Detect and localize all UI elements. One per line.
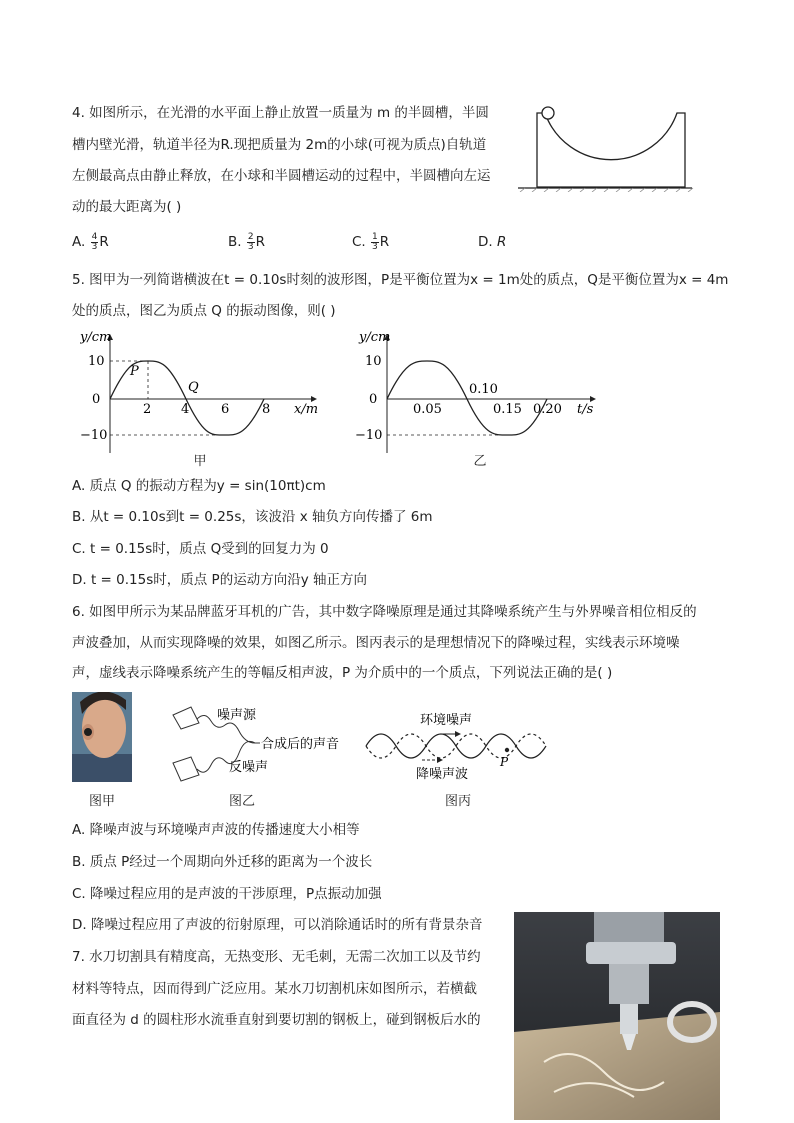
svg-text:4: 4 — [181, 402, 190, 417]
q6-line-3: 声，虚线表示降噪系统产生的等幅反相声波，P 为介质中的一个质点，下列说法正确的是( ) — [72, 665, 613, 681]
q5-option-a: A. 质点 Q 的振动方程为y = sin(10πt)cm — [72, 478, 326, 494]
q5-option-c: C. t = 0.15s时，质点 Q受到的回复力为 0 — [72, 541, 329, 557]
svg-text:0.20: 0.20 — [533, 402, 562, 417]
q4-option-a: A. $\frac{4}{3}$ R — [72, 231, 109, 252]
svg-text:10: 10 — [88, 354, 105, 369]
svg-text:合成后的声音: 合成后的声音 — [261, 737, 340, 752]
svg-text:反噪声: 反噪声 — [229, 760, 269, 775]
q4-line-2: 槽内壁光滑，轨道半径为R.现把质量为 2m的小球(可视为质点)自轨道 — [72, 137, 487, 153]
svg-text:t/s: t/s — [577, 402, 594, 417]
svg-text:−10: −10 — [80, 428, 108, 443]
svg-text:0.10: 0.10 — [469, 382, 498, 397]
q7-line-1: 7. 水刀切割具有精度高，无热变形、无毛刺，无需二次加工以及节约 — [72, 949, 481, 965]
q5-line-1: 5. 图甲为一列简谐横波在t = 0.10s时刻的波形图，P是平衡位置为x = 1m处的质点，Q是平衡位置为x = 4m — [72, 272, 729, 288]
q4-line-3: 左侧最高点由静止释放，在小球和半圆槽运动的过程中，半圆槽向左运 — [72, 168, 491, 184]
svg-text:2: 2 — [143, 402, 152, 417]
q4-option-c: C. $\frac{1}{3}$ R — [352, 231, 390, 252]
q5-option-b: B. 从t = 0.10s到t = 0.25s，该波沿 x 轴负方向传播了 6m — [72, 509, 433, 525]
earphone-photo — [72, 692, 132, 782]
svg-text:8: 8 — [262, 402, 271, 417]
diagram-caption-bing: 图丙 — [444, 794, 471, 809]
noise-cancel-diagram-yi — [165, 705, 365, 785]
photo-caption-jia: 图甲 — [88, 794, 115, 809]
waterjet-cutter-photo — [514, 912, 720, 1120]
svg-text:y/cm: y/cm — [359, 330, 391, 345]
svg-text:P: P — [500, 755, 509, 769]
q5-option-d: D. t = 0.15s时，质点 P的运动方向沿y 轴正方向 — [72, 572, 367, 588]
q4-option-d: D. R — [478, 234, 507, 250]
q6-option-c: C. 降噪过程应用的是声波的干涉原理，P点振动加强 — [72, 886, 382, 902]
q4-line-1: 4. 如图所示，在光滑的水平面上静止放置一质量为 m 的半圆槽，半圆 — [72, 105, 489, 121]
diagram-caption-yi: 图乙 — [228, 794, 255, 809]
q6-option-b: B. 质点 P经过一个周期向外迁移的距离为一个波长 — [72, 854, 373, 870]
q6-option-a: A. 降噪声波与环境噪声声波的传播速度大小相等 — [72, 822, 360, 838]
q7-line-2: 材料等特点，因而得到广泛应用。某水刀切割机床如图所示，若横截 — [72, 981, 477, 997]
q4-option-b: B. $\frac{2}{3}$ R — [228, 231, 265, 252]
q7-line-3: 面直径为 d 的圆柱形水流垂直射到要切割的钢板上，碰到钢板后水的 — [72, 1012, 481, 1028]
wave-graph-jia — [80, 325, 330, 465]
vibration-graph-yi — [355, 325, 605, 465]
svg-text:0: 0 — [369, 392, 378, 407]
graph-jia-caption: 甲 — [193, 454, 207, 469]
q6-line-2: 声波叠加，从而实现降噪的效果，如图乙所示。图丙表示的是理想情况下的降噪过程，实线表示环境噪 — [72, 635, 680, 651]
svg-text:噪声源: 噪声源 — [217, 708, 257, 723]
graph-yi-caption: 乙 — [473, 454, 487, 469]
svg-text:−10: −10 — [355, 428, 383, 443]
svg-text:P: P — [130, 364, 139, 379]
svg-text:0.05: 0.05 — [413, 402, 442, 417]
svg-text:x/m: x/m — [294, 402, 319, 417]
semicircle-groove-figure — [515, 100, 695, 192]
svg-text:环境噪声: 环境噪声 — [420, 713, 473, 728]
q5-line-2: 处的质点，图乙为质点 Q 的振动图像，则( ) — [72, 303, 336, 319]
svg-text:10: 10 — [365, 354, 382, 369]
svg-text:y/cm: y/cm — [80, 330, 112, 345]
wave-superposition-diagram-bing — [362, 708, 552, 784]
q6-line-1: 6. 如图甲所示为某品牌蓝牙耳机的广告，其中数字降噪原理是通过其降噪系统产生与外界噪音相位相反的 — [72, 604, 697, 620]
svg-text:6: 6 — [221, 402, 230, 417]
q6-option-d: D. 降噪过程应用了声波的衍射原理，可以消除通话时的所有背景杂音 — [72, 917, 483, 933]
svg-text:Q: Q — [188, 380, 199, 395]
q4-line-4: 动的最大距离为( ) — [72, 199, 182, 215]
svg-text:0: 0 — [92, 392, 101, 407]
svg-text:降噪声波: 降噪声波 — [416, 767, 469, 782]
svg-text:0.15: 0.15 — [493, 402, 522, 417]
